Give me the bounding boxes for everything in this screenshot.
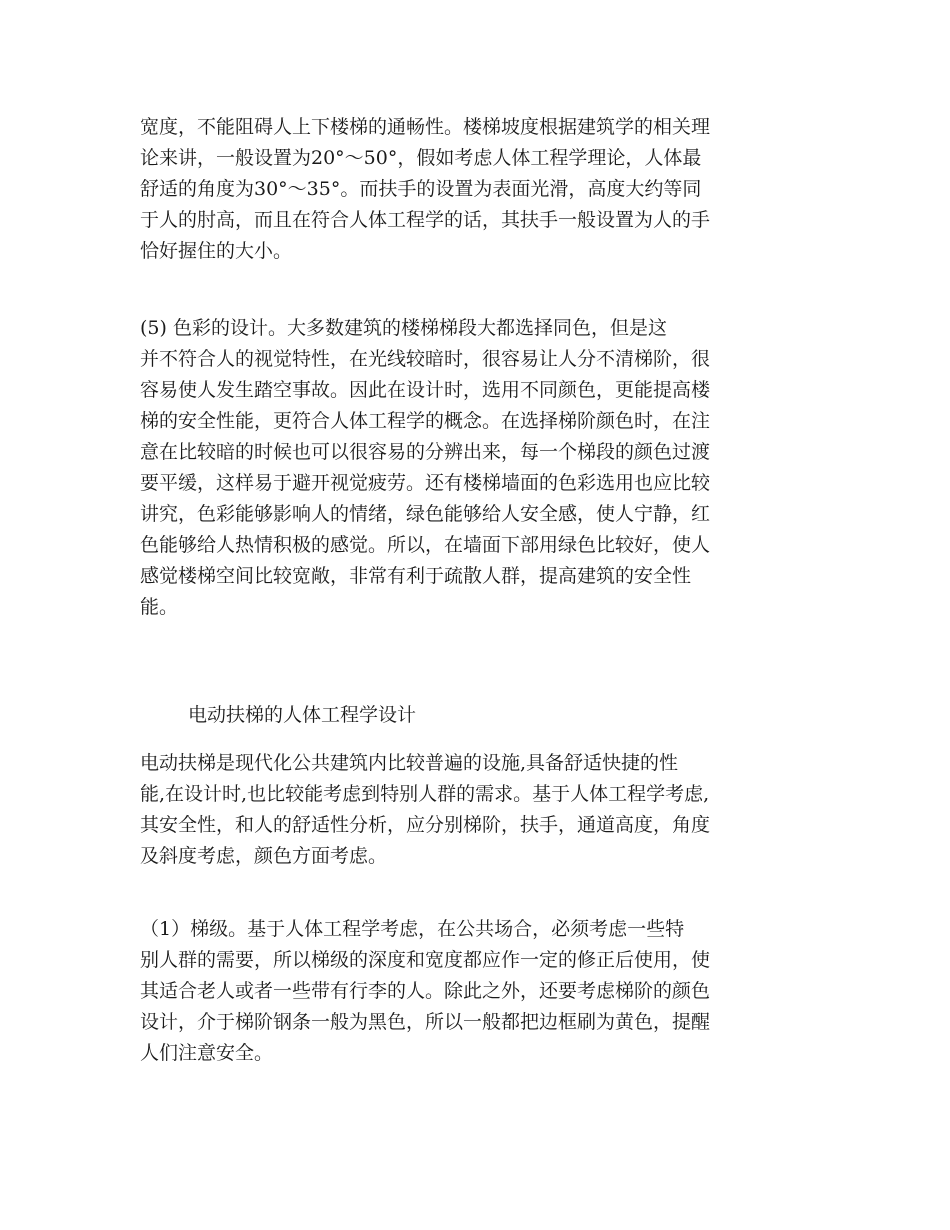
- paragraph-stair-slope-handrail: 宽度，不能阻碍人上下楼梯的通畅性。楼梯坡度根据建筑学的相关理 论来讲，一般设置为20°～50°，假如考虑人体工程学理论，人体最 舒适的角度为30°～35°。而扶手的设置为表面光滑，高度大约等同 于人的肘高，而且在符合人体工程学的话，其扶手一般设置为人的手 恰好握住的大小。: [140, 116, 711, 262]
- paragraph-escalator-intro: 电动扶梯是现代化公共建筑内比较普遍的设施,具备舒适快捷的性 能,在设计时,也比较能考虑到特别人群的需求。基于人体工程学考虑, 其安全性，和人的舒适性分析，应分别梯阶，扶手，通道高度，角度 及斜度考虑，颜色方面考虑。: [140, 752, 711, 867]
- section-heading-escalator: 电动扶梯的人体工程学设计: [188, 704, 417, 726]
- paragraph-color-design: (5) 色彩的设计。大多数建筑的楼梯梯段大都选择同色，但是这 并不符合人的视觉特性，在光线较暗时，很容易让人分不清梯阶，很 容易使人发生踏空事故。因此在设计时，选用不同颜色，更能提高楼 梯的安全性能，更符合人体工程学的概念。在选择梯阶颜色时，在注 意在比较暗的时候也可以很容易的分辨出来，每一个梯段的颜色过渡 要平缓，这样易于避开视觉疲劳。还有楼梯墙面的色彩选用也应比较 讲究，色彩能够影响人的情绪，绿色能够给人安全感，使人宁静，红 色能够给人热情积极的感觉。所以，在墙面下部用绿色比较好，使人 感觉楼梯空间比较宽敞，非常有利于疏散人群，提高建筑的安全性 能。: [140, 317, 711, 618]
- paragraph-escalator-steps: （1）梯级。基于人体工程学考虑，在公共场合，必须考虑一些特 别人群的需要，所以梯级的深度和宽度都应作一定的修正后使用，使 其适合老人或者一些带有行李的人。除此之外，还要考虑梯阶的颜色 设计，介于梯阶钢条一般为黑色，所以一般都把边框刷为黄色，提醒 人们注意安全。: [140, 918, 711, 1064]
